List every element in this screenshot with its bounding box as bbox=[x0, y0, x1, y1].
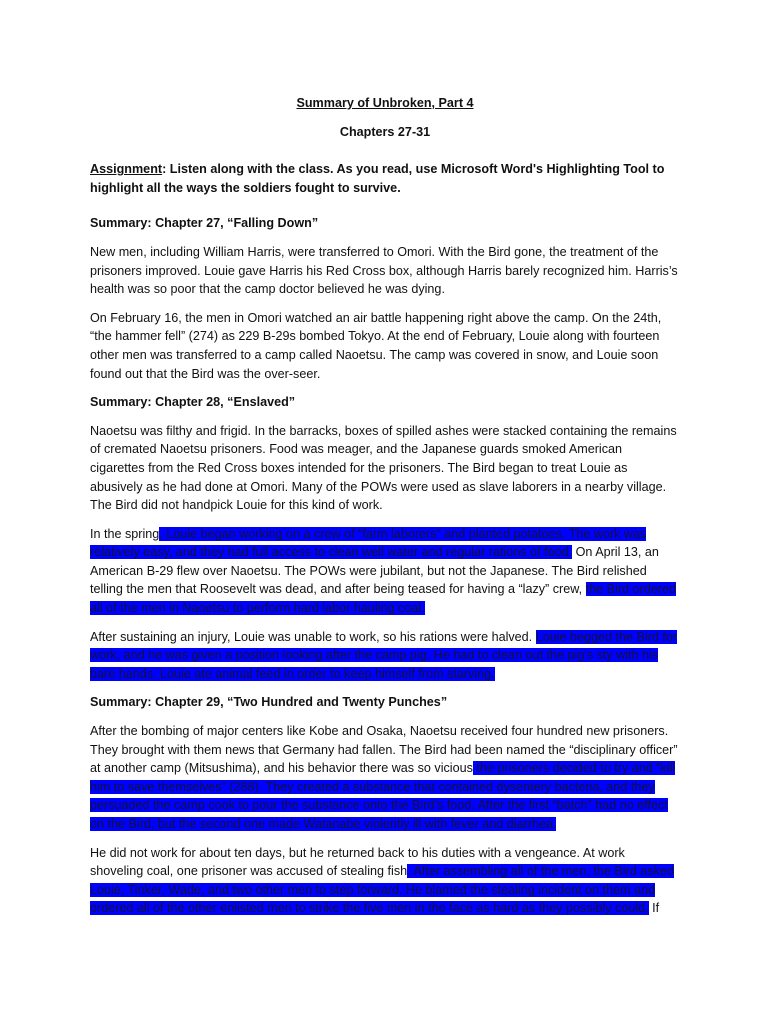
summary-sections bbox=[90, 214, 680, 918]
body-text: On February 16, the men in Omori watched an air battle happening right above the camp. On the 24th, “the hammer fell” (274) as 229 B-29s bombed Tokyo. At the end of February, Louie along with fourteen other men was transferred to a camp called Naoetsu. The camp was covered in snow, and Louie soon found out that the Bird was the over-seer. bbox=[90, 310, 662, 381]
section-heading: Summary: Chapter 29, “Two Hundred and Twenty Punches” bbox=[90, 695, 448, 710]
summary-paragraph bbox=[90, 422, 680, 515]
summary-paragraph bbox=[90, 525, 680, 618]
summary-paragraph bbox=[90, 722, 680, 834]
highlighted-text: , Louie began working on a crew of “farm laborers” and planted potatoes. The work was relatively easy, and they had full access to clean well water and regular rations of food. bbox=[90, 526, 647, 560]
summary-paragraph bbox=[90, 243, 680, 299]
summary-paragraph bbox=[90, 844, 680, 918]
document-title: Summary of Unbroken, Part 4 bbox=[296, 96, 474, 110]
highlighted-text: Louie begged the Bird for work, and he was given a position looking after the camp pig. He had to clean out the pig’s sty with his bare hands. Louie ate animal feed in order to keep himself from starving. bbox=[90, 629, 678, 681]
assignment-text: : Listen along with the class. As you read, use Microsoft Word's Highlighting Tool to highlight all the ways the soldiers fought to survive. bbox=[90, 162, 665, 195]
summary-section bbox=[90, 393, 680, 683]
highlighted-text: the prisoners decided to try and “kill him to save themselves” (288). They created a substance that contained dysentery bacteria, and they persuaded the camp cook to pour the substance onto the Bird’s food. After the first “batch” had no effect on the Bird, but the second one made Watanabe violently ill with fever and diarrhea. bbox=[90, 761, 676, 831]
body-text: On April 13, an American B-29 flew over Naoetsu. The POWs were jubilant, but not the Japanese. The Bird relished telling the men that Roosevelt was dead, and after being teased for having a “lazy” crew, bbox=[90, 545, 659, 597]
section-heading: Summary: Chapter 27, “Falling Down” bbox=[90, 216, 319, 231]
highlighted-text: . After assembling all of the men, the Bird asked Louie, Tinker, Wade, and two other men to step forward. He blamed the stealing incident on them and ordered all of the other enlisted men to strike the five men in the face as hard as they possibly could. bbox=[90, 864, 674, 916]
highlighted-text: the Bird ordered all of the men in Naoetsu to perform hard labor hauling coal. bbox=[90, 582, 676, 616]
body-text: New men, including William Harris, were transferred to Omori. With the Bird gone, the treatment of the prisoners improved. Louie gave Harris his Red Cross box, although Harris barely recognized him. Harris’s health was so poor that the camp doctor believed he was dying. bbox=[90, 244, 678, 297]
summary-section bbox=[90, 693, 680, 918]
summary-paragraph bbox=[90, 628, 680, 684]
body-text: If bbox=[648, 901, 660, 916]
body-text: He did not work for about ten days, but he returned back to his duties with a vengeance. At work shoveling coal, one prisoner was accused of stealing fish bbox=[90, 845, 625, 879]
body-text: In the spring bbox=[90, 526, 160, 541]
body-text: Naoetsu was filthy and frigid. In the barracks, boxes of spilled ashes were stacked containing the remains of cremated Naoetsu prisoners. Food was meager, and the Japanese guards smoked American cigarettes from the Red Cross boxes intended for the prisoners. The Bird began to treat Louie as abusively as he had done at Omori. Many of the POWs were used as slave laborers in a nearby village. The Bird did not handpick Louie for this kind of work. bbox=[90, 423, 677, 513]
assignment-label: Assignment bbox=[90, 162, 163, 177]
assignment-instructions bbox=[90, 160, 680, 197]
summary-paragraph bbox=[90, 309, 680, 383]
chapters-subtitle: Chapters 27-31 bbox=[339, 124, 431, 139]
body-text: After the bombing of major centers like Kobe and Osaka, Naoetsu received four hundred new prisoners. They brought with them news that Germany had fallen. The Bird had been named the “disciplinary officer” at another camp (Mitsushima), and his behavior there was so vicious bbox=[90, 724, 678, 776]
body-text: After sustaining an injury, Louie was unable to work, so his rations were halved. bbox=[90, 629, 536, 644]
summary-section bbox=[90, 214, 680, 383]
section-heading: Summary: Chapter 28, “Enslaved” bbox=[90, 395, 296, 410]
